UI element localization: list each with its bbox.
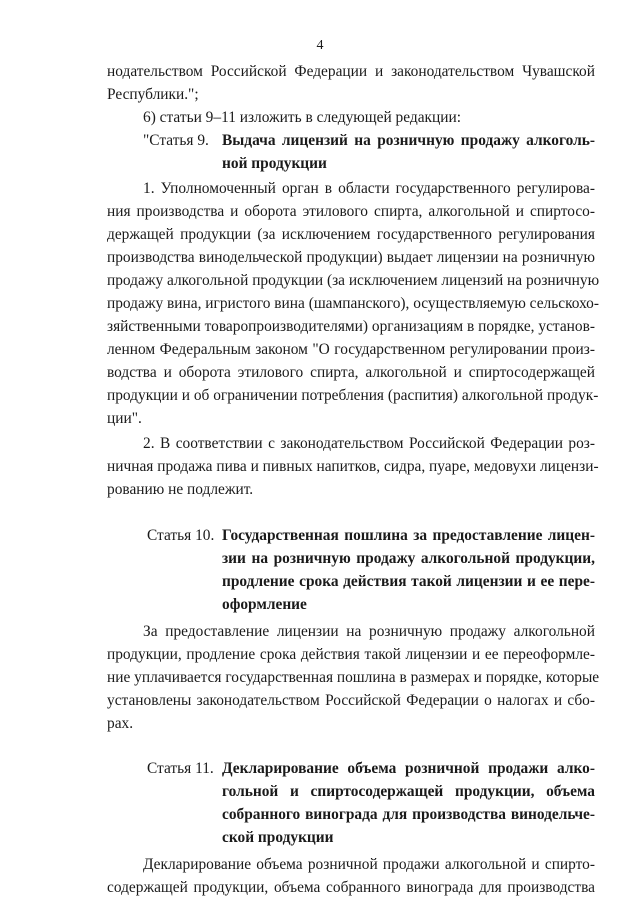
paragraph-line: продажу вина, игристого вина (шампанского), осуществляемую сельскохо- xyxy=(107,295,600,312)
article-9-label: "Статья 9. xyxy=(143,132,209,149)
paragraph-line: За предоставление лицензии на розничную продажу алкогольной xyxy=(143,623,595,640)
article-10-title: Государственная пошлина за предоставление лицен- зии на розничную продажу алкогольной продукции, продление срока действия такой лицензии и ее пере- оформление xyxy=(222,527,595,613)
article-10-label: Статья 10. xyxy=(147,527,215,544)
article-11-label: Статья 11. xyxy=(147,760,214,777)
article-9-title: Выдача лицензий на розничную продажу алкоголь- ной продукции xyxy=(222,132,595,172)
paragraph-line: продукции и об ограничении потребления (распития) алкогольной продук- xyxy=(107,387,599,404)
intro-line: Республики."; xyxy=(107,86,199,103)
paragraph-line: ничная продажа пива и пивных напитков, сидра, пуаре, медовухи лицензи- xyxy=(107,458,599,475)
paragraph-line: содержащей продукции, объема собранного винограда для производства xyxy=(107,879,595,896)
paragraph-line: 1. Уполномоченный орган в области государственного регулирова- xyxy=(143,180,595,197)
paragraph-line: продукции, продление срока действия такой лицензии и ее переоформле- xyxy=(107,646,595,663)
paragraph-line: продажу алкогольной продукции (за исключением лицензий на розничную xyxy=(107,272,600,289)
paragraph-line: ленном Федеральным законом "О государственном регулировании произ- xyxy=(107,341,595,358)
paragraph-line: установлены законодательством Российской Федерации о налогах и сбо- xyxy=(107,692,595,709)
paragraph-line: Декларирование объема розничной продажи алкогольной и спирто- xyxy=(143,856,595,873)
intro-line: нодательством Российской Федерации и законодательством Чувашской xyxy=(107,63,595,80)
paragraph-line: рах. xyxy=(107,715,134,732)
paragraph-line: производства винодельческой продукции) выдает лицензии на розничную xyxy=(107,249,595,266)
page-number: 4 xyxy=(316,38,324,53)
paragraph-line: ции". xyxy=(107,410,142,427)
paragraph-line: держащей продукции (за исключением государственного регулирования xyxy=(107,226,595,243)
paragraph-line: ние уплачивается государственная пошлина в размерах и порядке, которые xyxy=(107,669,600,686)
paragraph-line: зяйственными товаропроизводителями) организациям в порядке, установ- xyxy=(107,318,595,335)
amendment-instruction: 6) статьи 9–11 изложить в следующей редакции: xyxy=(143,109,461,126)
paragraph-line: ния производства и оборота этилового спирта, алкогольной и спиртосо- xyxy=(107,203,595,220)
paragraph-line: водства и оборота этилового спирта, алкогольной и спиртосодержащей xyxy=(107,364,595,381)
paragraph-line: рованию не подлежит. xyxy=(107,481,254,498)
article-11-title: Декларирование объема розничной продажи алко- гольной и спиртосодержащей продукции, объема собранного винограда для производства винодельче- ской продукции xyxy=(222,760,595,846)
paragraph-line: 2. В соответствии с законодательством Российской Федерации роз- xyxy=(143,435,595,452)
